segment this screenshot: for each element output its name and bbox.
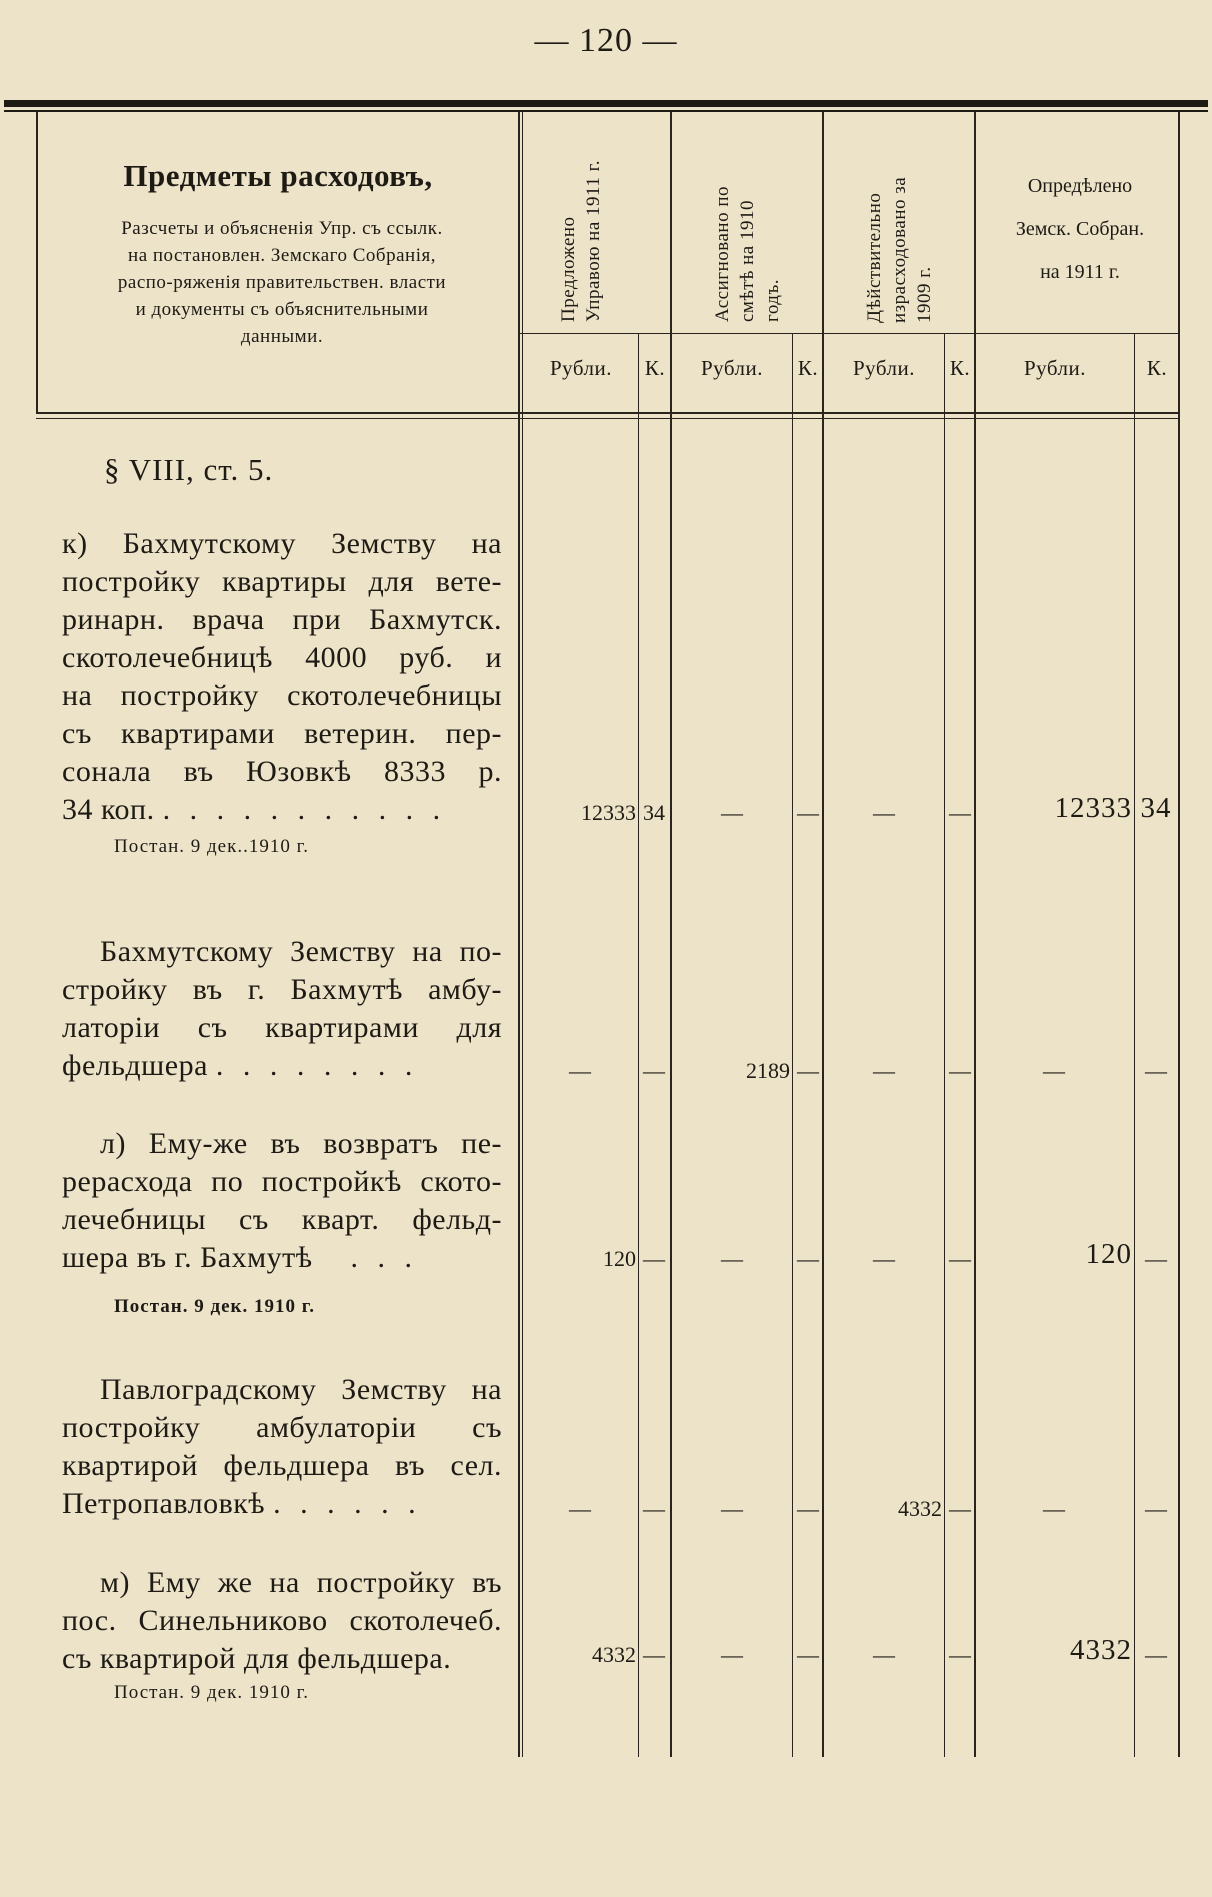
spent-kop-label: К. — [949, 356, 971, 380]
item-m-proposed-rubles: 4332 — [592, 1642, 636, 1667]
proposed-kop-label: К. — [644, 356, 666, 380]
item-pavlograd-determined-rubles: — — [1043, 1496, 1065, 1521]
item-k-assigned-kop: — — [797, 800, 819, 825]
col-assigned-header: Ассигновано по смѣтѣ на 1910 годъ. — [712, 186, 783, 322]
item-k-note: Постан. 9 дек..1910 г. — [114, 836, 309, 857]
determined-rubles-label: Рубли. — [1023, 356, 1087, 380]
determined-kop-label: К. — [1146, 356, 1168, 380]
col2-kop-divider — [792, 333, 793, 1757]
item-l-proposed-rubles: 120 — [603, 1246, 636, 1271]
item-last-line: съ квартирой для фельдшера. — [62, 1642, 452, 1675]
spent-rubles-label: Рубли. — [852, 356, 916, 380]
item-m-determined-rubles: 4332 — [1070, 1634, 1132, 1666]
assigned-rubles-label: Рубли. — [700, 356, 764, 380]
col1-left — [518, 112, 520, 1757]
header-subtitle: Разсчеты и объясненія Упр. съ ссылк. на постановлен. Земскаго Собранія, распо-ряженія правительствен. власти и документы съ объяснительными данными. — [117, 218, 447, 347]
table-right-border — [1178, 112, 1180, 1757]
item-bakhmut-ambulatory-proposed-kop: — — [643, 1058, 665, 1083]
item-k-determined-rubles: 12333 — [1054, 792, 1132, 824]
header-title: Предметы расходовъ, — [123, 158, 433, 193]
item-pavlograd-spent-kop: — — [949, 1496, 971, 1521]
item-line: Павлоградскому Земству на — [100, 1373, 502, 1406]
item-pavlograd-proposed-kop: — — [643, 1496, 665, 1521]
col3-kop-divider — [944, 333, 945, 1757]
item-l-note: Постан. 9 дек. 1910 г. — [114, 1296, 315, 1317]
col-determined-line3: на 1911 г. — [1040, 261, 1120, 283]
item-l-proposed-kop: — — [643, 1246, 665, 1271]
item-bakhmut-ambulatory-assigned-rubles: 2189 — [746, 1058, 790, 1083]
item-pavlograd-assigned-kop: — — [797, 1496, 819, 1521]
header-bottom-rule — [36, 412, 1180, 414]
item-m-note: Постан. 9 дек. 1910 г. — [114, 1682, 309, 1703]
item-m-spent-kop: — — [949, 1642, 971, 1667]
item-k-spent-kop: — — [949, 800, 971, 825]
subheader-rule — [520, 333, 1180, 334]
item-pavlograd-text — [62, 1371, 502, 1523]
item-line: к) Бахмутскому Земству на — [62, 527, 502, 560]
item-m-spent-rubles: — — [873, 1642, 895, 1667]
item-m-text — [62, 1564, 502, 1678]
item-bakhmut-ambulatory-text — [62, 933, 502, 1085]
item-bakhmut-ambulatory-proposed-rubles: — — [569, 1058, 591, 1083]
item-bakhmut-ambulatory-determined-kop: — — [1145, 1058, 1167, 1083]
item-line: скотолечебницѣ 4000 руб. и — [62, 641, 502, 674]
item-line: съ квартирами ветерин. пер- — [62, 717, 502, 750]
item-line: пос. Синельниково скотолечеб. — [62, 1604, 502, 1637]
item-line: на постройку скотолечебницы — [62, 679, 502, 712]
item-k-proposed-kop: 34 — [643, 800, 665, 825]
item-line: Бахмутскому Земству на по- — [100, 935, 502, 968]
item-line: л) Ему-же въ возвратъ пе- — [100, 1127, 502, 1160]
item-line: латоріи съ квартирами для — [62, 1011, 502, 1044]
item-line: сонала въ Юзовкѣ 8333 р. — [62, 755, 502, 788]
item-m-determined-kop: — — [1145, 1642, 1167, 1667]
item-line: квартирой фельдшера въ сел. — [62, 1449, 502, 1482]
item-line: постройку амбулаторіи съ — [62, 1411, 502, 1444]
item-m-proposed-kop: — — [643, 1642, 665, 1667]
item-bakhmut-ambulatory-determined-rubles: — — [1043, 1058, 1065, 1083]
item-last-line: Петропавловкѣ . . . . . . — [62, 1487, 422, 1520]
item-k-proposed-rubles: 12333 — [581, 800, 636, 825]
item-last-line: шера въ г. Бахмутѣ . . . — [62, 1241, 419, 1274]
item-l-assigned-rubles: — — [721, 1246, 743, 1271]
item-pavlograd-determined-kop: — — [1145, 1496, 1167, 1521]
item-k-assigned-rubles: — — [721, 800, 743, 825]
item-k-text — [62, 525, 502, 829]
col-determined-header — [980, 165, 1180, 294]
col-spent-header: Дѣйствительно израсходовано за 1909 г. — [864, 176, 935, 323]
top-rule — [4, 100, 1208, 107]
item-line: рерасхода по постройкѣ ското- — [62, 1165, 502, 1198]
top-rule-thin — [4, 110, 1208, 112]
item-l-determined-rubles: 120 — [1085, 1238, 1132, 1270]
assigned-kop-label: К. — [797, 356, 819, 380]
item-k-spent-rubles: — — [873, 800, 895, 825]
item-line: м) Ему же на постройку въ — [100, 1566, 502, 1599]
item-line: ринарн. врача при Бахмутск. — [62, 603, 502, 636]
col-determined-line2: Земск. Собран. — [1015, 218, 1145, 240]
col4-kop-divider — [1134, 333, 1135, 1757]
item-k-determined-kop: 34 — [1140, 792, 1172, 824]
item-l-spent-rubles: — — [873, 1246, 895, 1271]
item-pavlograd-spent-rubles: 4332 — [898, 1496, 942, 1521]
item-bakhmut-ambulatory-assigned-kop: — — [797, 1058, 819, 1083]
item-last-line: фельдшера . . . . . . . . — [62, 1049, 419, 1082]
table-left-border — [36, 112, 38, 414]
col-proposed-header: Предложено Управою на 1911 г. — [558, 160, 604, 322]
item-l-assigned-kop: — — [797, 1246, 819, 1271]
item-last-line: 34 коп. . . . . . . . . . . . — [62, 793, 447, 826]
item-bakhmut-ambulatory-spent-rubles: — — [873, 1058, 895, 1083]
item-bakhmut-ambulatory-spent-kop: — — [949, 1058, 971, 1083]
col1-kop-divider — [638, 333, 639, 1757]
item-l-determined-kop: — — [1145, 1246, 1167, 1271]
item-pavlograd-proposed-rubles: — — [569, 1496, 591, 1521]
item-pavlograd-assigned-rubles: — — [721, 1496, 743, 1521]
item-line: стройку въ г. Бахмутѣ амбу- — [62, 973, 502, 1006]
page-number: — 120 — — [534, 22, 678, 59]
header-bottom-rule-thin — [36, 418, 1180, 419]
col-determined-line1: Опредѣлено — [1027, 175, 1133, 197]
item-m-assigned-kop: — — [797, 1642, 819, 1667]
col1-left-inner — [522, 112, 523, 1757]
section-heading: § VIII, ст. 5. — [104, 452, 274, 487]
proposed-rubles-label: Рубли. — [549, 356, 613, 380]
item-line: лечебницы съ кварт. фельд- — [62, 1203, 502, 1236]
item-m-assigned-rubles: — — [721, 1642, 743, 1667]
item-l-text — [62, 1125, 502, 1277]
item-l-spent-kop: — — [949, 1246, 971, 1271]
item-line: постройку квартиры для вете- — [62, 565, 502, 598]
